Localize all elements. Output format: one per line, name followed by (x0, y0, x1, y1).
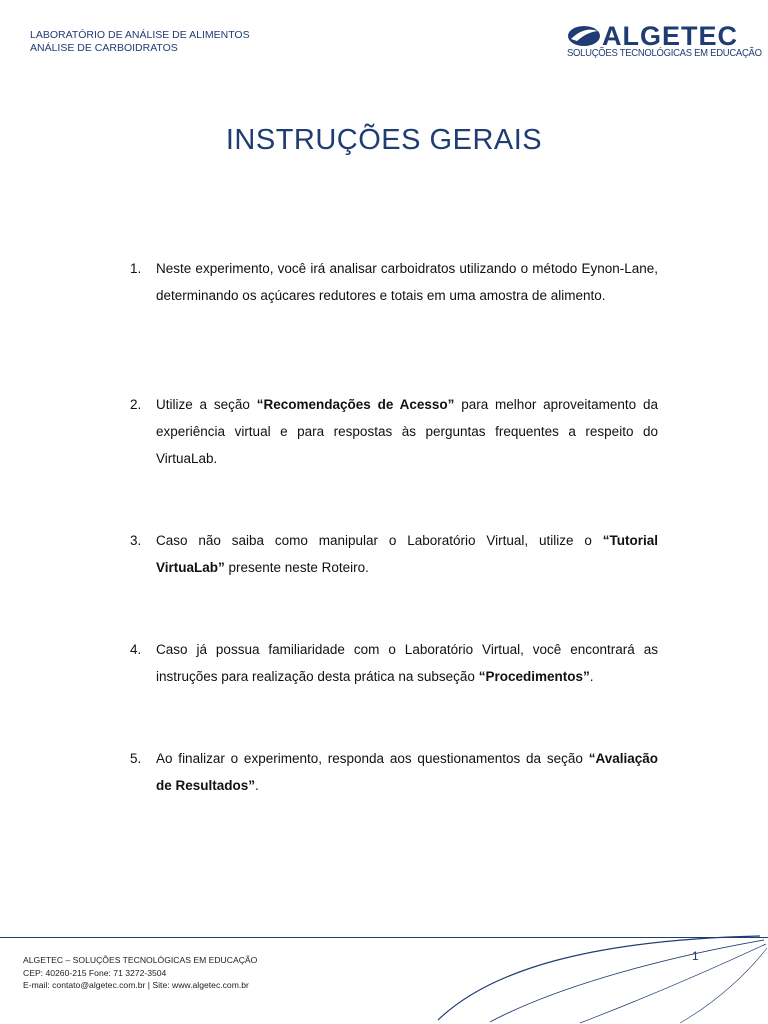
list-item-text: Caso não saiba como manipular o Laboratório Virtual, utilize o (156, 533, 603, 548)
list-item-text: Caso já possua familiaridade com o Laboratório Virtual, você encontrará as instruções para realização desta prática na subseção (156, 642, 658, 684)
algetec-logo (567, 21, 762, 64)
list-item-number: 1. (130, 261, 142, 276)
list-item-text: Neste experimento, você irá analisar carboidratos utilizando o método Eynon-Lane, determinando os açúcares redutores e totais em uma amostra de alimento. (156, 261, 658, 303)
list-item-text: Utilize a seção (156, 397, 257, 412)
section-reference: “Tutorial VirtuaLab” (156, 533, 658, 575)
logo-tagline: SOLUÇÕES TECNOLÓGICAS EM EDUCAÇÃO (567, 48, 762, 59)
footer-swoosh-decoration (430, 930, 768, 1024)
footer-company: ALGETEC – SOLUÇÕES TECNOLÓGICAS EM EDUCAÇÃO (23, 955, 258, 965)
section-reference: “Avaliação de Resultados” (156, 751, 658, 793)
list-item-text: para melhor aproveitamento da experiência virtual e para respostas às perguntas frequentes a respeito do VirtuaLab. (156, 397, 659, 466)
list-item-number: 2. (130, 397, 142, 412)
list-item (130, 255, 658, 309)
footer-address-phone: CEP: 40260-215 Fone: 71 3272-3504 (23, 967, 167, 978)
list-item-text: Ao finalizar o experimento, responda aos questionamentos da seção (156, 751, 589, 766)
section-reference: “Procedimentos” (478, 669, 590, 684)
header-line-topic: ANÁLISE DE CARBOIDRATOS (30, 42, 178, 54)
list-item (130, 527, 658, 581)
section-reference: “Recomendações de Acesso” (256, 397, 455, 412)
algetec-logo-mark-icon (567, 24, 601, 48)
list-item-number: 5. (130, 751, 142, 766)
document-header (30, 29, 250, 55)
page-title: INSTRUÇÕES GERAIS (225, 124, 543, 156)
logo-wordmark: ALGETEC (602, 21, 739, 51)
footer-contact (23, 954, 257, 992)
list-item (130, 391, 658, 472)
list-item (130, 636, 658, 690)
footer-email-site: E-mail: contato@algetec.com.br | Site: www.algetec.com.br (23, 980, 249, 990)
list-item-number: 3. (130, 533, 142, 548)
list-item-text: . (589, 669, 594, 684)
page-number: 1 (692, 949, 699, 963)
list-item-number: 4. (130, 642, 142, 657)
list-item-text: presente neste Roteiro. (224, 560, 369, 575)
header-line-lab: LABORATÓRIO DE ANÁLISE DE ALIMENTOS (30, 29, 250, 41)
list-item (130, 745, 658, 799)
list-item-text: . (255, 778, 259, 793)
